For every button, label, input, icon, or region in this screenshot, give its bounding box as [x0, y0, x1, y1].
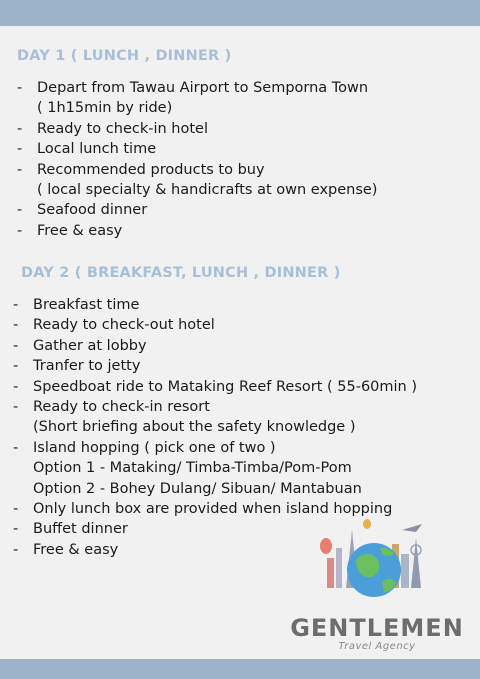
list-item-text: Island hopping ( pick one of two ) [33, 439, 276, 456]
day1-itinerary-list [17, 78, 377, 241]
day1-list-item [17, 200, 377, 220]
day2-list-item [13, 438, 417, 499]
brand-tagline: Travel Agency [338, 641, 416, 652]
list-item-text: Only lunch box are provided when island hopping [33, 501, 393, 518]
list-item-text: Depart from Tawau Airport to Semporna Town [37, 80, 369, 96]
day1-heading: DAY 1 ( LUNCH , DINNER ) [17, 48, 232, 64]
top-band [0, 0, 480, 26]
day1-list-item [17, 221, 377, 241]
globe-landmarks-icon [312, 510, 432, 610]
list-item-text: Gather at lobby [33, 337, 147, 354]
list-item-text: Ready to check-in hotel [37, 120, 208, 137]
day2-list-item [13, 397, 417, 438]
day1-list-item [17, 119, 377, 139]
list-item-subtext: ( local specialty & handicrafts at own expense) [37, 182, 378, 199]
list-item-subtext: (Short briefing about the safety knowledge ) [33, 419, 356, 436]
list-item-text: Seafood dinner [37, 202, 148, 219]
list-item-text: Local lunch time [37, 141, 157, 158]
day1-list-item [17, 139, 377, 159]
day2-list-item [13, 295, 417, 315]
list-item-text: Speedboat ride to Mataking Reef Resort ( 55-60min ) [33, 378, 418, 395]
list-item-text: Ready to check-in resort [33, 399, 210, 416]
day1-list-item [17, 160, 377, 201]
bottom-band [0, 659, 480, 679]
list-item-text: Buffet dinner [33, 521, 128, 538]
day2-list-item [13, 315, 417, 335]
day2-heading: DAY 2 ( BREAKFAST, LUNCH , DINNER ) [21, 265, 341, 281]
agency-logo [282, 510, 472, 660]
list-item-text: Breakfast time [33, 297, 140, 313]
brand-name: GENTLEMEN [290, 614, 464, 642]
list-item-text: Recommended products to buy [37, 161, 265, 178]
list-item-text: Free & easy [37, 222, 123, 239]
day2-list-item [13, 356, 417, 376]
list-item-text: Tranfer to jetty [33, 358, 141, 375]
list-item-text: Free & easy [33, 541, 119, 558]
list-item-subtext: Option 2 - Bohey Dulang/ Sibuan/ Mantabuan [33, 480, 362, 497]
day1-list-item [17, 78, 377, 119]
day2-list-item [13, 377, 417, 397]
day2-list-item [13, 336, 417, 356]
list-item-subtext: ( 1h15min by ride) [37, 100, 173, 117]
list-item-text: Ready to check-out hotel [33, 317, 215, 334]
list-item-subtext: Option 1 - Mataking/ Timba-Timba/Pom-Pom [33, 460, 352, 477]
